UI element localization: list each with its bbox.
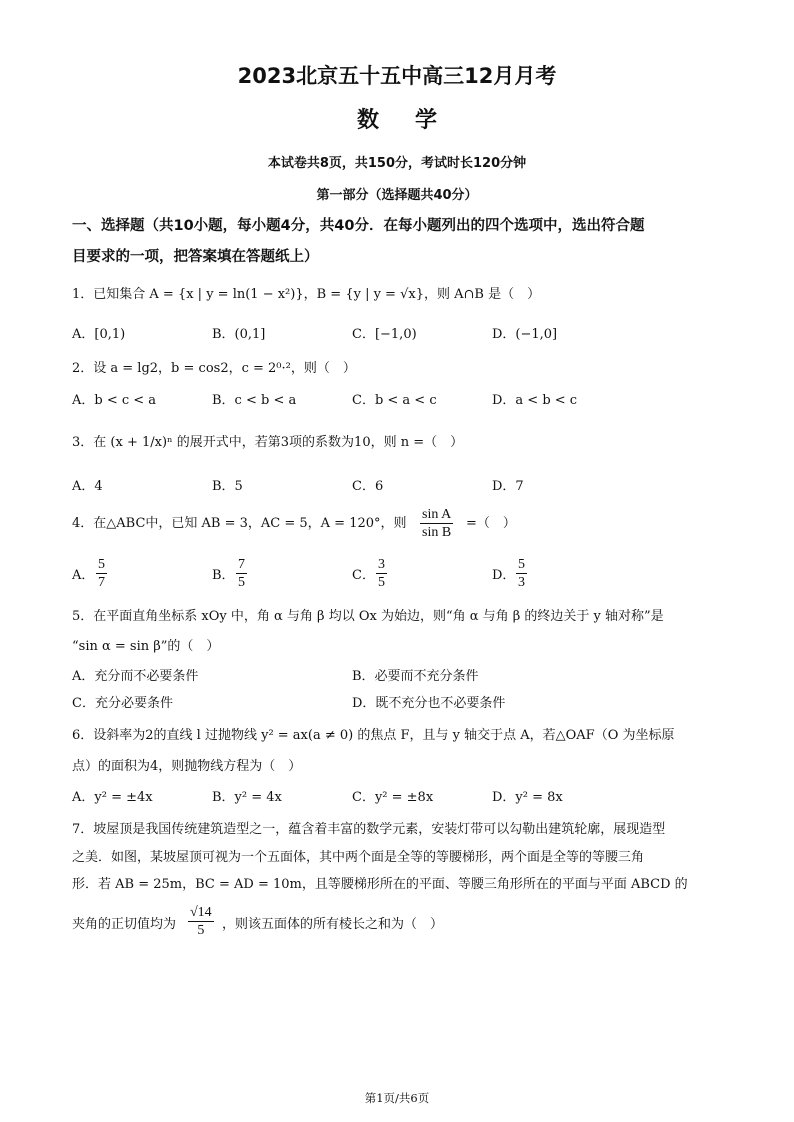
question-1-stem: 1．已知集合 A = {x | y = ln(1 − x²)}，B = {y | y = √x}，则 A∩B 是（ ）	[72, 287, 541, 302]
question-4-option-c-label: C．	[352, 568, 375, 583]
question-1-option-b: B．(0,1]	[212, 327, 266, 342]
question-6-stem-line1: 6．设斜率为2的直线 l 过抛物线 y² = ax(a ≠ 0) 的焦点 F，且与 y 轴交于点 A，若△OAF（O 为坐标原	[72, 728, 675, 743]
question-3-option-c: C．6	[352, 479, 384, 494]
question-5-option-a: A．充分而不必要条件	[72, 669, 199, 684]
question-2-stem: 2．设 a = lg2，b = cos2，c = 2⁰·²，则（ ）	[72, 361, 356, 376]
question-4-option-d-num: 5	[518, 557, 525, 572]
part-heading: 第一部分（选择题共40分）	[316, 188, 478, 203]
question-6-option-d: D．y² = 8x	[492, 790, 563, 805]
question-5-option-b: B．必要而不充分条件	[352, 669, 479, 684]
question-3-option-d: D．7	[492, 479, 524, 494]
question-2-option-c: C．b < a < c	[352, 393, 437, 408]
question-4-option-d-label: D．	[492, 568, 516, 583]
question-2-option-b: B．c < b < a	[212, 393, 297, 408]
question-5-option-c: C．充分必要条件	[72, 696, 173, 711]
question-3-option-b: B．5	[212, 479, 243, 494]
question-4-option-c-den: 5	[378, 575, 385, 590]
question-5-stem-line2: “sin α = sin β”的（ ）	[72, 639, 220, 654]
page-footer: 第1页/共6页	[364, 1091, 430, 1105]
section-heading-line2: 目要求的一项，把答案填在答题纸上）	[72, 249, 319, 265]
question-7-fraction-numerator: √14	[190, 905, 212, 920]
question-4-option-d-fraction	[516, 556, 527, 591]
question-4-option-a-label: A．	[72, 568, 95, 583]
question-4-option-c-num: 3	[378, 557, 385, 572]
question-1-option-a: A．[0,1)	[72, 327, 126, 342]
question-7-stem-line4-suffix: ，则该五面体的所有棱长之和为（ ）	[222, 917, 444, 932]
question-6-stem-line2: 点）的面积为4，则抛物线方程为（ ）	[72, 759, 302, 774]
question-3-option-a: A．4	[72, 479, 103, 494]
question-4-option-b-fraction	[236, 556, 247, 591]
question-4-option-a-num: 5	[98, 557, 105, 572]
question-5-option-d: D．既不充分也不必要条件	[352, 696, 506, 711]
question-4-option-c-fraction	[376, 556, 387, 591]
exam-info: 本试卷共8页，共150分，考试时长120分钟	[267, 156, 527, 171]
question-7-stem-line1: 7．坡屋顶是我国传统建筑造型之一，蕴含着丰富的数学元素，安装灯带可以勾勒出建筑轮廓，展现造型	[72, 822, 666, 837]
question-7-stem-line2: 之美．如图，某坡屋顶可视为一个五面体，其中两个面是全等的等腰梯形，两个面是全等的等腰三角	[72, 850, 645, 865]
question-4-fraction	[420, 506, 453, 541]
question-1-option-d: D．(−1,0]	[492, 327, 558, 342]
question-7-fraction	[188, 904, 214, 939]
question-6-option-c: C．y² = ±8x	[352, 790, 434, 805]
section-heading-line1: 一、选择题（共10小题，每小题4分，共40分．在每小题列出的四个选项中，选出符合题	[72, 218, 645, 234]
question-7-fraction-denominator: 5	[197, 923, 205, 938]
question-3-stem: 3．在 (x + 1/x)ⁿ 的展开式中，若第3项的系数为10，则 n =（ ）	[72, 435, 464, 450]
exam-title: 2023北京五十五中高三12月月考	[237, 64, 557, 88]
question-4-fraction-denominator: sin B	[422, 525, 452, 540]
question-4-option-b-den: 5	[238, 575, 245, 590]
question-4-option-d-den: 3	[518, 575, 525, 590]
question-2-option-d: D．a < b < c	[492, 393, 578, 408]
question-4-option-b-label: B．	[212, 568, 235, 583]
question-4-fraction-numerator: sin A	[422, 507, 452, 522]
subject-title: 数学	[356, 108, 473, 133]
question-7-stem-line3: 形．若 AB = 25m，BC = AD = 10m，且等腰梯形所在的平面、等腰三角形所在的平面与平面 ABCD 的	[72, 877, 688, 892]
question-1-option-c: C．[−1,0)	[352, 327, 417, 342]
question-4-stem-suffix: =（ ）	[466, 516, 516, 531]
question-5-stem-line1: 5．在平面直角坐标系 xOy 中，角 α 与角 β 均以 Ox 为始边，则“角 α 与角 β 的终边关于 y 轴对称”是	[72, 609, 664, 624]
question-4-option-a-den: 7	[98, 575, 105, 590]
question-2-option-a: A．b < c < a	[72, 393, 157, 408]
question-6-option-a: A．y² = ±4x	[72, 790, 153, 805]
question-4-option-b-num: 7	[238, 557, 245, 572]
question-7-stem-line4-prefix: 夹角的正切值均为	[72, 917, 177, 932]
question-4-stem-prefix: 4．在△ABC中，已知 AB = 3，AC = 5，A = 120°，则	[72, 516, 407, 531]
question-6-option-b: B．y² = 4x	[212, 790, 282, 805]
question-4-option-a-fraction	[96, 556, 107, 591]
